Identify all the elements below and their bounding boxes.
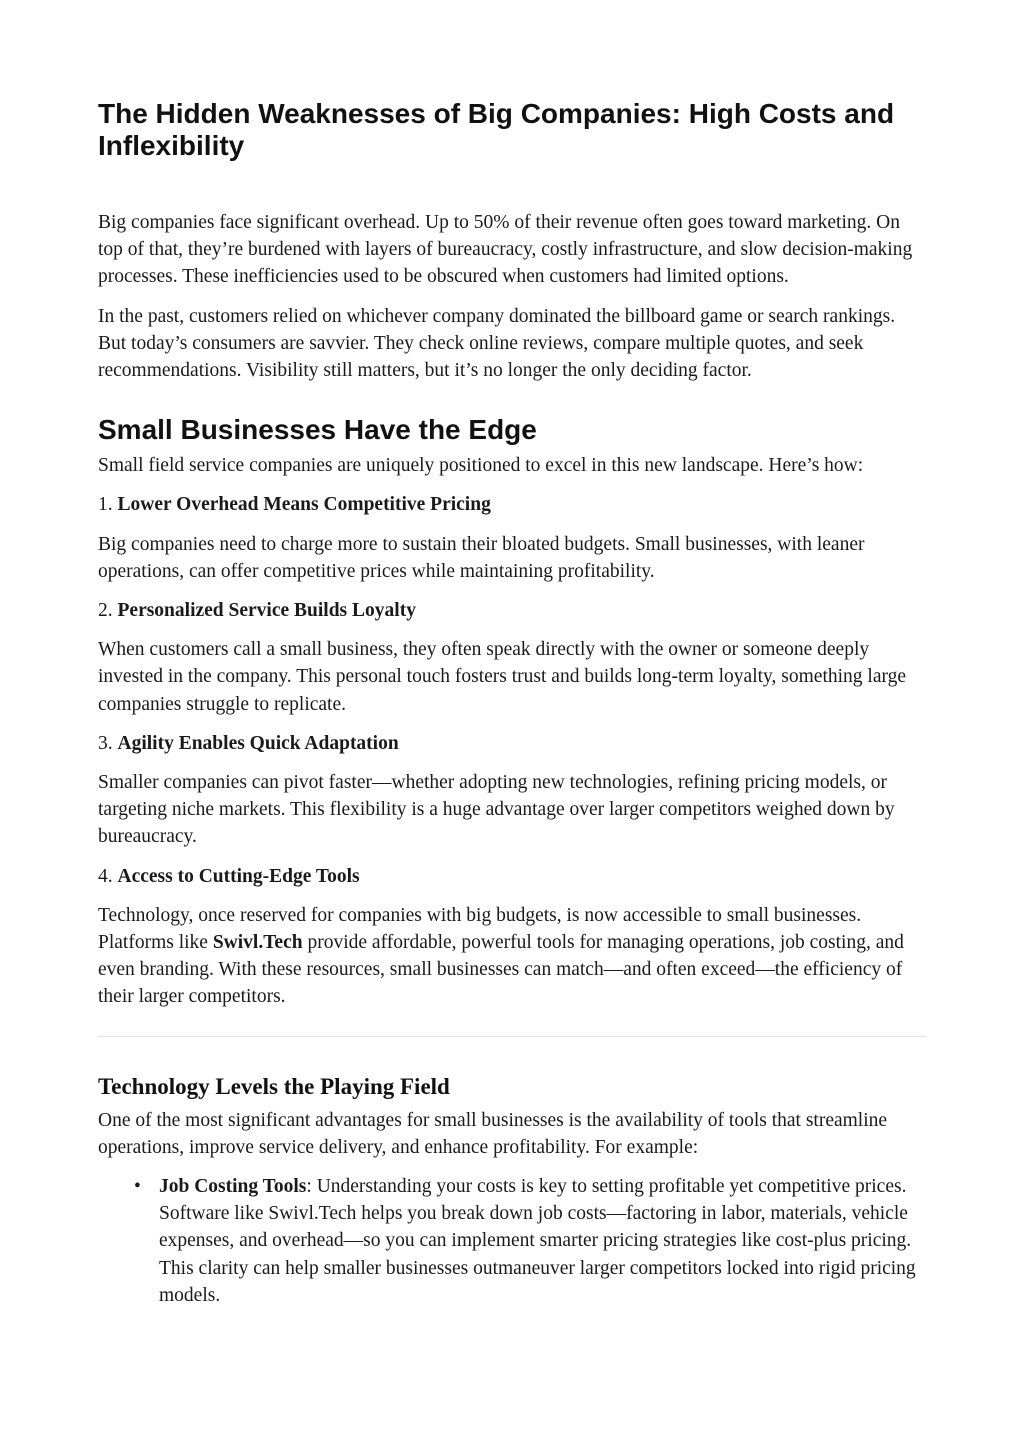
bullet-icon: • xyxy=(134,1176,141,1198)
list-item xyxy=(134,1173,926,1309)
item-body xyxy=(98,902,926,1011)
item-number: 2. xyxy=(98,600,113,622)
intro-paragraph: In the past, customers relied on whichever company dominated the billboard game or search rankings. But today’s consumers are savvier. They check online reviews, compare multiple quotes, and seek recommendations. Visibility still matters, but it’s no longer the only deciding factor. xyxy=(98,305,896,382)
item-number: 4. xyxy=(98,865,113,887)
section-heading: Small Businesses Have the Edge xyxy=(98,414,537,446)
item-body: Smaller companies can pivot faster—whether adopting new technologies, refining pricing models, or targeting niche markets. This flexibility is a huge advantage over larger competitors weighed down by bureaucracy. xyxy=(98,772,895,848)
item-title: Personalized Service Builds Loyalty xyxy=(117,600,416,622)
bullet-list xyxy=(98,1173,926,1309)
list-item-body: : Understanding your costs is key to setting profitable yet competitive prices. Software like Swivl.Tech helps you break down job costs—factoring in labor, materials, vehicle expenses, and overhead—so you can implement smarter pricing strategies like cost-plus pricing. This clarity can help smaller businesses outmaneuver larger competitors locked into rigid pricing models. xyxy=(159,1176,916,1306)
item-number: 1. xyxy=(98,494,113,516)
numbered-item-heading xyxy=(98,491,926,518)
section-lead: One of the most significant advantages for small businesses is the availability of tools that streamline operations, improve service delivery, and enhance profitability. For example: xyxy=(98,1109,888,1158)
section-lead: Small field service companies are uniquely positioned to excel in this new landscape. Here’s how: xyxy=(98,455,864,477)
intro-paragraph: Big companies face significant overhead. Up to 50% of their revenue often goes toward marketing. On top of that, they’re burdened with layers of bureaucracy, costly infrastructure, and slow decision-making processes. These inefficiencies used to be obscured when customers had limited options. xyxy=(98,212,913,288)
numbered-item-heading xyxy=(98,597,926,624)
page-title: The Hidden Weaknesses of Big Companies: High Costs and Inflexibility xyxy=(98,98,895,161)
list-item-title: Job Costing Tools xyxy=(159,1176,307,1198)
item-body: When customers call a small business, they often speak directly with the owner or someone deeply invested in the company. This personal touch fosters trust and builds long-term loyalty, something large companies struggle to replicate. xyxy=(98,639,907,715)
brand-name: Swivl.Tech xyxy=(212,932,303,954)
numbered-item-heading xyxy=(98,863,926,890)
item-title: Lower Overhead Means Competitive Pricing xyxy=(117,494,491,516)
item-title: Access to Cutting-Edge Tools xyxy=(117,865,360,887)
item-body-text: provide affordable, powerful tools for managing operations, job costing, and even branding. With these resources, small businesses can match—and often exceed—the efficiency of their larger competitors. xyxy=(98,932,904,1008)
item-title: Agility Enables Quick Adaptation xyxy=(117,732,399,754)
numbered-item-heading xyxy=(98,730,926,757)
section-divider xyxy=(98,1036,926,1037)
section-heading: Technology Levels the Playing Field xyxy=(98,1073,450,1099)
item-body-text: Technology, once reserved for companies with big budgets, is now accessible to small businesses. Platforms like xyxy=(98,904,862,954)
item-number: 3. xyxy=(98,732,113,754)
item-body: Big companies need to charge more to sustain their bloated budgets. Small businesses, with leaner operations, can offer competitive prices while maintaining profitability. xyxy=(98,533,865,582)
